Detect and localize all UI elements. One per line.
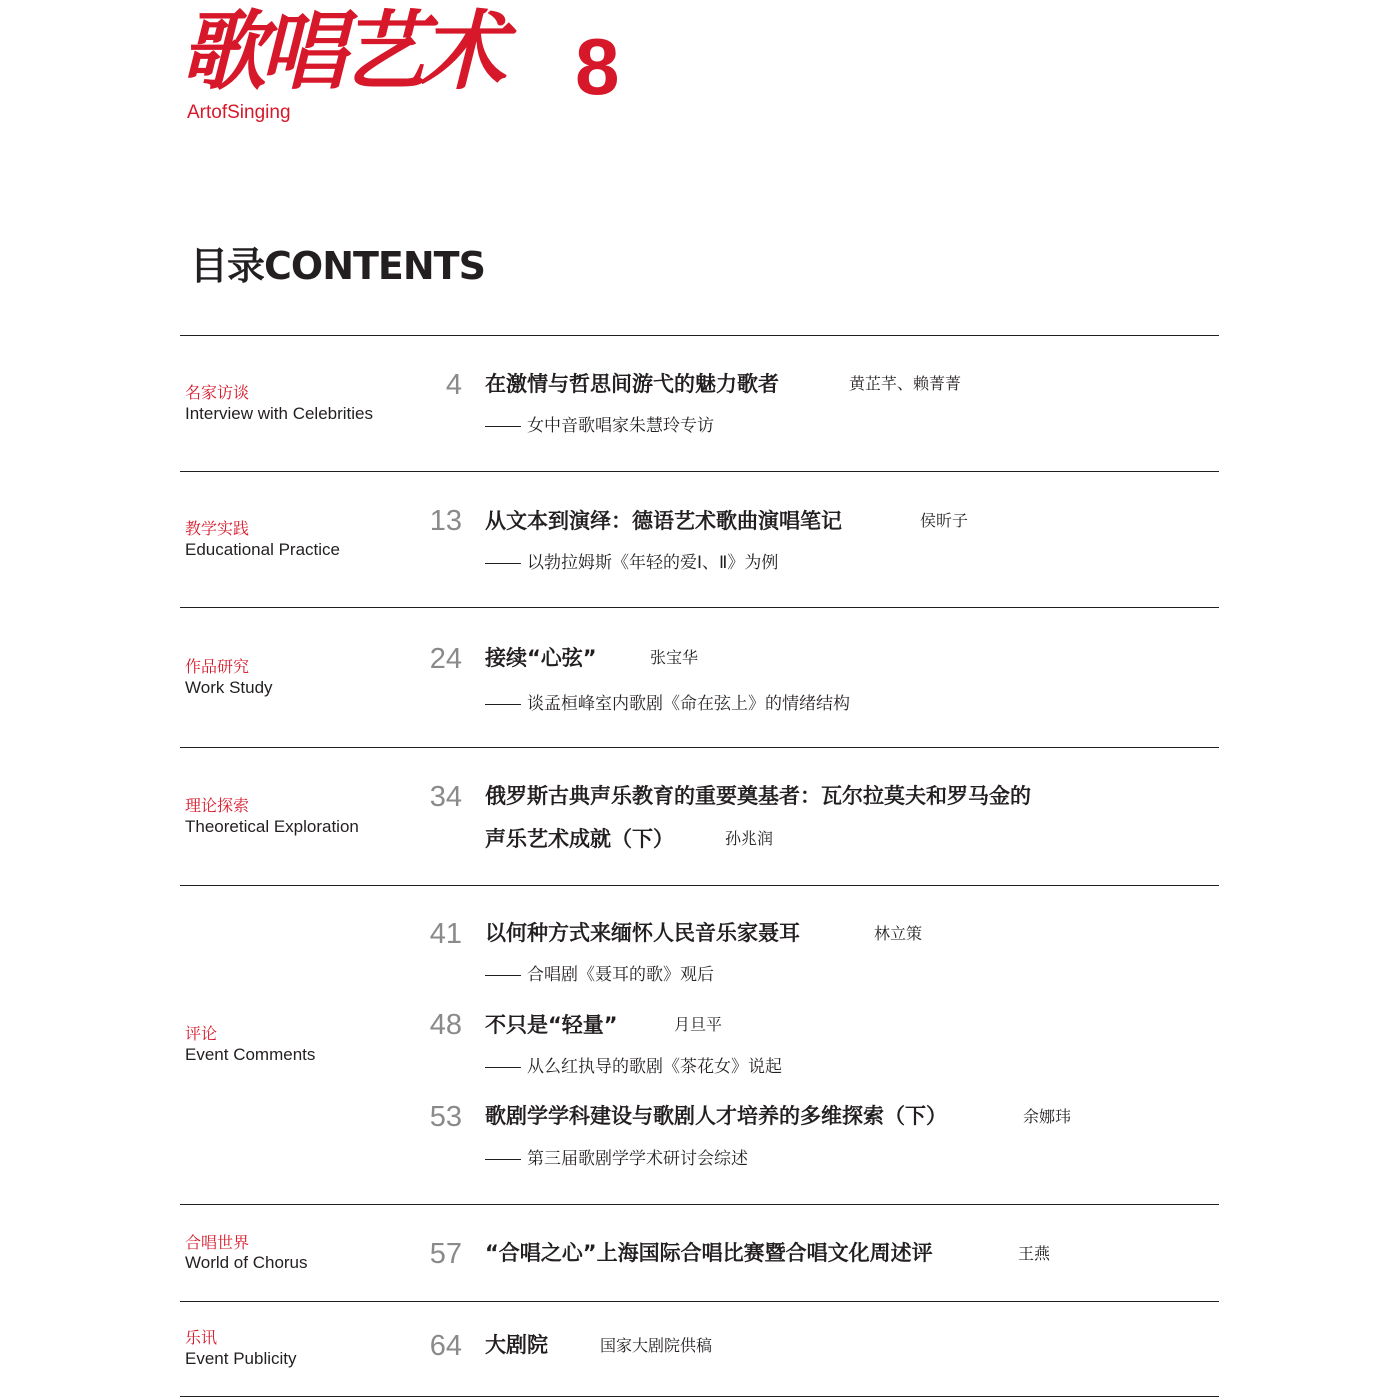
article-author: 国家大剧院供稿 bbox=[600, 1336, 713, 1355]
page-number: 24 bbox=[429, 643, 462, 675]
article-title[interactable]: 不只是“轻量” bbox=[485, 1013, 618, 1037]
article-title[interactable]: 从文本到演绎：德语艺术歌曲演唱笔记 bbox=[485, 509, 842, 533]
divider bbox=[180, 885, 1219, 886]
article-author: 黄芷芊、赖菁菁 bbox=[849, 374, 962, 393]
article-title[interactable]: 在激情与哲思间游弋的魅力歌者 bbox=[485, 372, 779, 396]
section-name-en: Educational Practice bbox=[185, 540, 340, 559]
masthead-logo bbox=[180, 0, 640, 125]
dash-rule bbox=[485, 563, 521, 564]
divider bbox=[180, 1396, 1219, 1397]
article-title[interactable]: 俄罗斯古典声乐教育的重要奠基者：瓦尔拉莫夫和罗马金的 bbox=[485, 784, 1031, 808]
dash-rule bbox=[485, 1159, 521, 1160]
section-name-en: World of Chorus bbox=[185, 1253, 308, 1272]
section-name-zh: 合唱世界 bbox=[185, 1233, 250, 1252]
subtitle-text: 合唱剧《聂耳的歌》观后 bbox=[527, 965, 714, 985]
article-title[interactable]: 歌剧学学科建设与歌剧人才培养的多维探索（下） bbox=[485, 1104, 947, 1128]
masthead-title-en: ArtofSinging bbox=[187, 102, 291, 123]
page-number: 64 bbox=[429, 1330, 462, 1362]
article-subtitle bbox=[485, 1056, 782, 1078]
article-author: 林立策 bbox=[874, 924, 923, 943]
section-name-zh: 名家访谈 bbox=[185, 383, 250, 402]
section-name-zh: 乐讯 bbox=[185, 1328, 218, 1347]
article-subtitle bbox=[485, 415, 714, 437]
page-number: 4 bbox=[445, 369, 462, 401]
page-number: 57 bbox=[429, 1238, 462, 1270]
subtitle-text: 女中音歌唱家朱慧玲专访 bbox=[527, 416, 714, 436]
issue-number: 8 bbox=[575, 22, 620, 111]
subtitle-text: 第三届歌剧学学术研讨会综述 bbox=[527, 1149, 748, 1169]
article-subtitle bbox=[485, 552, 778, 574]
article-title-line2[interactable]: 声乐艺术成就（下） bbox=[485, 827, 674, 851]
subtitle-text: 谈孟桓峰室内歌剧《命在弦上》的情绪结构 bbox=[527, 694, 850, 714]
section-name-en: Work Study bbox=[185, 678, 273, 697]
divider bbox=[180, 1204, 1219, 1205]
page-number: 41 bbox=[429, 918, 462, 950]
contents-heading: 目录CONTENTS bbox=[190, 244, 485, 288]
page-number: 53 bbox=[429, 1101, 462, 1133]
page-number: 34 bbox=[429, 781, 462, 813]
article-subtitle bbox=[485, 693, 850, 715]
article-author: 孙兆润 bbox=[725, 829, 774, 848]
divider bbox=[180, 1301, 1219, 1302]
section-name-zh: 理论探索 bbox=[185, 796, 250, 815]
section-name-en: Event Publicity bbox=[185, 1349, 297, 1368]
article-subtitle bbox=[485, 1148, 748, 1170]
article-author: 余娜玮 bbox=[1023, 1107, 1072, 1126]
dash-rule bbox=[485, 975, 521, 976]
section-name-en: Interview with Celebrities bbox=[185, 404, 374, 423]
section-name-zh: 作品研究 bbox=[185, 657, 250, 676]
article-subtitle bbox=[485, 964, 714, 986]
masthead-title-zh: 歌唱艺术 bbox=[180, 1, 500, 102]
article-author: 侯昕子 bbox=[920, 511, 969, 530]
subtitle-text: 从么红执导的歌剧《茶花女》说起 bbox=[527, 1057, 782, 1077]
dash-rule bbox=[485, 426, 521, 427]
divider bbox=[180, 747, 1219, 748]
page-number: 13 bbox=[429, 505, 462, 537]
divider bbox=[180, 335, 1219, 336]
article-title[interactable]: 以何种方式来缅怀人民音乐家聂耳 bbox=[485, 921, 800, 945]
section-name-zh: 评论 bbox=[185, 1024, 218, 1043]
section-name-en: Theoretical Exploration bbox=[185, 817, 359, 836]
divider bbox=[180, 607, 1219, 608]
section-name-zh: 教学实践 bbox=[185, 519, 250, 538]
article-title[interactable]: 接续“心弦” bbox=[485, 646, 597, 670]
article-author: 王燕 bbox=[1018, 1244, 1051, 1263]
section-name-en: Event Comments bbox=[185, 1045, 316, 1064]
divider bbox=[180, 471, 1219, 472]
dash-rule bbox=[485, 704, 521, 705]
dash-rule bbox=[485, 1067, 521, 1068]
article-author: 张宝华 bbox=[650, 648, 699, 667]
subtitle-text: 以勃拉姆斯《年轻的爱Ⅰ、Ⅱ》为例 bbox=[527, 553, 779, 573]
page-number: 48 bbox=[429, 1009, 462, 1041]
article-author: 月旦平 bbox=[674, 1015, 723, 1034]
article-title[interactable]: “合唱之心”上海国际合唱比赛暨合唱文化周述评 bbox=[485, 1241, 933, 1265]
article-title[interactable]: 大剧院 bbox=[485, 1333, 548, 1357]
